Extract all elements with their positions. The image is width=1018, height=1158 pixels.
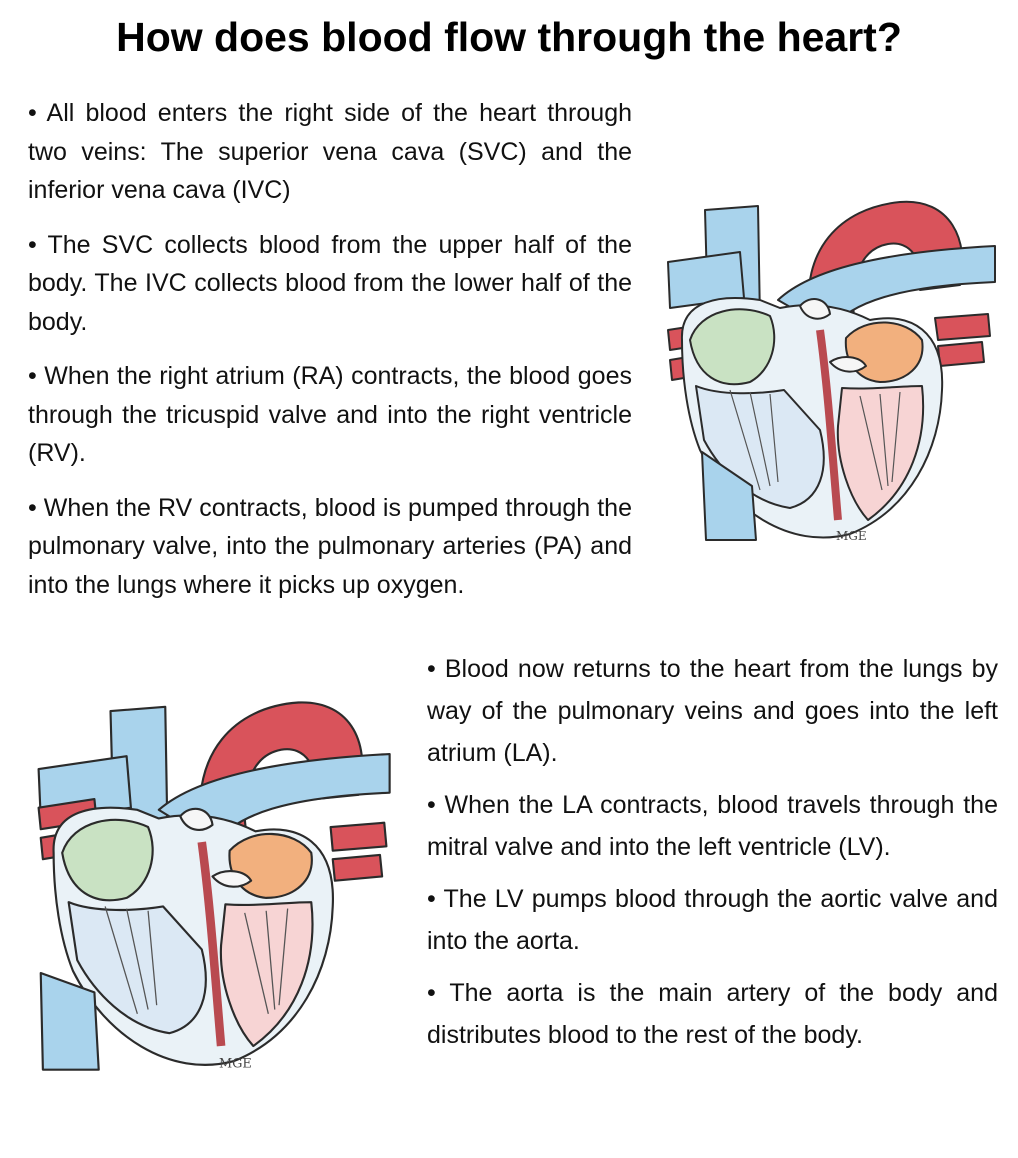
paragraph: • When the LA contracts, blood travels through the mitral valve and into the left ventricle (LV). (427, 791, 998, 861)
text-column-top (28, 94, 632, 639)
paragraph: • When the RV contracts, blood is pumped through the pulmonary valve, into the pulmonary arteries (PA) and into the lungs where it picks up oxygen. (28, 493, 632, 599)
signature: MGE (836, 529, 867, 543)
page-title: How does blood flow through the heart? (116, 14, 902, 60)
paragraph: • Blood now returns to the heart from the lungs by way of the pulmonary veins and goes into the left atrium (LA). (427, 655, 998, 767)
heart-diagram-icon (30, 690, 395, 1080)
signature: MGE (218, 1056, 252, 1072)
heart-diagram-icon (660, 190, 1000, 550)
paragraph: • When the right atrium (RA) contracts, the blood goes through the tricuspid valve and into the right ventricle (RV). (28, 362, 632, 467)
paragraph: • All blood enters the right side of the heart through two veins: The superior vena cava (SVC) and the inferior vena cava (IVC) (28, 99, 632, 204)
paragraph: • The SVC collects blood from the upper half of the body. The IVC collects blood from the lower half of the body. (28, 230, 632, 336)
paragraph: • The LV pumps blood through the aortic valve and into the aorta. (427, 885, 998, 955)
paragraph: • The aorta is the main artery of the body and distributes blood to the rest of the body. (427, 979, 998, 1049)
text-column-bottom (427, 648, 998, 1066)
